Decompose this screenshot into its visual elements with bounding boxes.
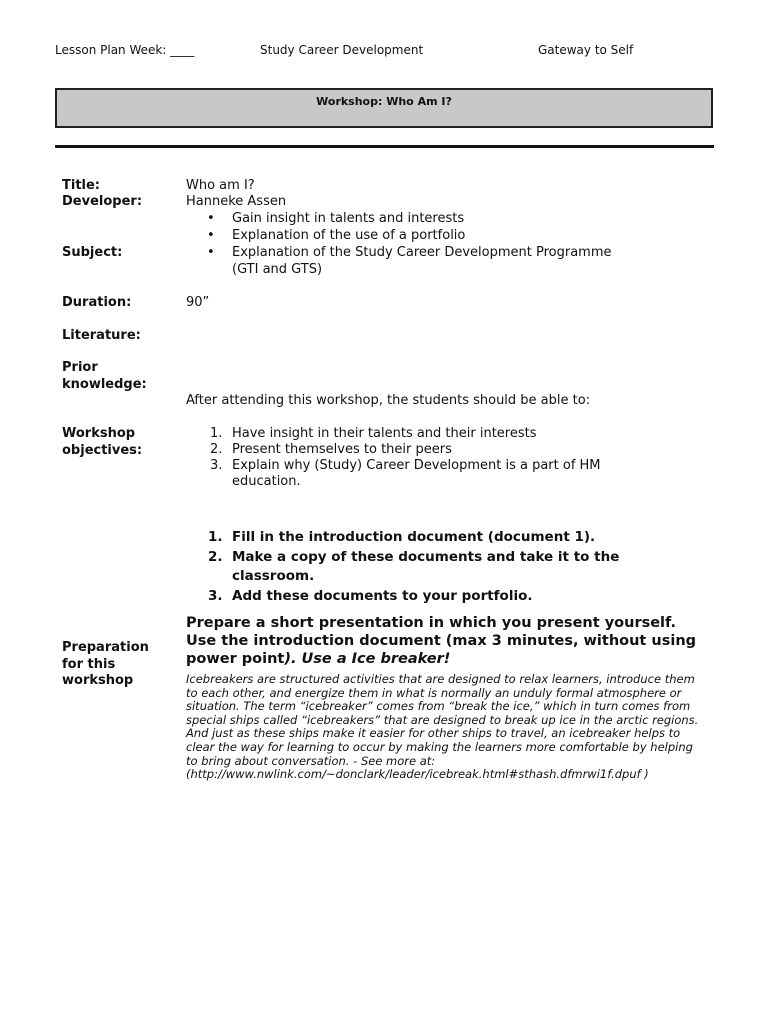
title-value: Who am I? — [186, 178, 255, 193]
developer-value: Hanneke Assen — [186, 194, 287, 209]
bullet-icon: • — [207, 245, 215, 260]
icebreaker-description: Icebreakers are structured activities that are designed to relax learners, introduce them to each other, and energize them in what is normally an unduly formal atmosphere or situation. The term “icebreaker” comes from “break the ice,” which in turn comes from special ships called “icebreakers” that are designed to break up ice in the arctic regions. And just as these ships make it easier for other ships to travel, an icebreaker helps to clear the way for learning to occur by making the learners more comfortable by helping to bring about conversation. - See more at: (http://www.nwlink.com/~donclark/leader/icebreak.html#sthash.dfmrwi1f.dpuf ) — [186, 672, 699, 782]
prior-knowledge-label: Prior knowledge: — [62, 360, 147, 392]
list-item: 2. Present themselves to their peers — [210, 442, 452, 457]
subject-label: Subject: — [62, 245, 123, 260]
objectives-list — [186, 426, 601, 490]
bullet-icon: • — [207, 211, 215, 226]
header-study-career: Study Career Development — [260, 43, 424, 57]
list-item: 3. Explain why (Study) Career Development is a part of HM — [210, 458, 601, 473]
workshop-title: Workshop: Who Am I? — [316, 95, 452, 108]
list-item: classroom. — [232, 568, 315, 584]
workshop-title-box — [55, 88, 713, 128]
subject-list — [186, 210, 612, 278]
list-item: • Explanation of the Study Career Development Programme — [207, 245, 612, 260]
objectives-intro: After attending this workshop, the students should be able to: — [186, 393, 591, 408]
list-item: education. — [232, 474, 301, 489]
list-item: 3. Add these documents to your portfolio. — [208, 587, 533, 604]
preparation-label: Preparation for this workshop — [62, 640, 149, 688]
divider-rule — [55, 145, 714, 148]
page-header — [0, 43, 768, 59]
duration-label: Duration: — [62, 295, 132, 310]
header-lesson-plan-week: Lesson Plan Week: ____ — [55, 43, 195, 57]
list-item: • Gain insight in talents and interests — [207, 211, 465, 226]
duration-value: 90” — [186, 295, 210, 310]
header-gateway: Gateway to Self — [538, 43, 634, 57]
list-item: • Explanation of the use of a portfolio — [207, 228, 466, 243]
workshop-objectives-label: Workshop objectives: — [62, 426, 143, 458]
bullet-icon: • — [207, 228, 215, 243]
list-item: 1. Have insight in their talents and their interests — [210, 426, 537, 441]
title-label: Title: — [62, 178, 101, 193]
literature-label: Literature: — [62, 328, 141, 343]
list-item: 2. Make a copy of these documents and take it to the — [208, 548, 620, 565]
presentation-instructions: Prepare a short presentation in which you present yourself. Use the introduction document (max 3 minutes, without using power point). Use a Ice breaker! — [186, 615, 697, 667]
list-item: (GTI and GTS) — [232, 262, 323, 277]
list-item: 1. Fill in the introduction document (document 1). — [208, 529, 596, 545]
preparation-steps-list — [186, 528, 706, 606]
developer-label: Developer: — [62, 194, 143, 209]
